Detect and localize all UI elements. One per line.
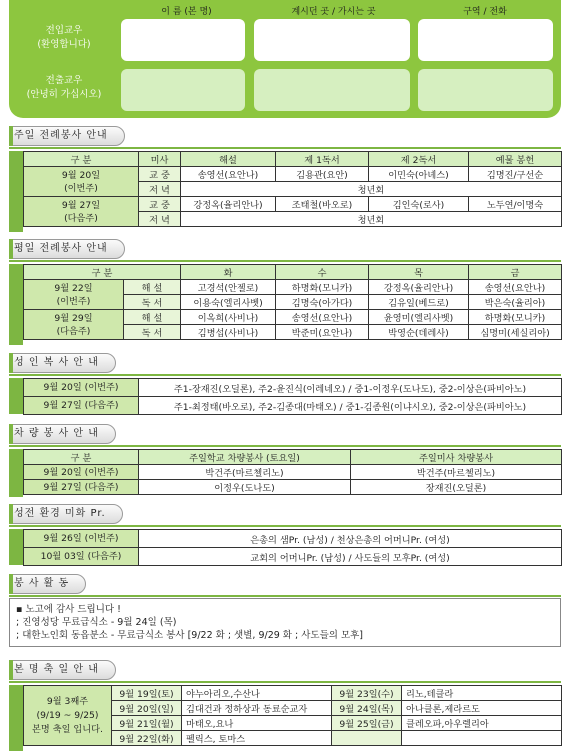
transfer-in-name-field[interactable]	[121, 19, 245, 61]
table-row: 독 서 김병섭(사비나) 박준미(요안나) 박영순(데레사) 심명미(세실리아)	[24, 325, 562, 340]
table-header-row: 구 분 미사 해설 제 1독서 제 2독서 예물 봉헌	[24, 152, 562, 167]
week-date-cell: 9월 29일 (다음주)	[24, 310, 124, 340]
table-row: 9월 27일 (다음주) 이정우(도나도) 장재진(오딜론)	[24, 480, 562, 495]
activity-note	[9, 598, 561, 647]
environment-table	[23, 529, 562, 566]
divider	[9, 595, 561, 597]
divider	[9, 525, 561, 527]
transfer-in-district-field[interactable]	[418, 19, 553, 61]
divider	[9, 445, 561, 447]
section-title-sunday: 주일 전례봉사 안내	[9, 126, 125, 146]
activity-line: ; 대한노인회 동읍분소 - 무료급식소 봉사 [9/22 화 ; 샛별, 9/29 화 ; 사도들의 모후]	[16, 630, 364, 641]
table-row: 9월 29일 (다음주) 해 설 이옥희(사비나) 송영선(요안나) 윤영미(엘리사벳) 하명화(모니카)	[24, 310, 562, 325]
table-row: 9월 27일 (다음주) 주1-최정태(바오로), 주2-김종대(마태오) / 중1-김종원(이냐시오), 중2-이상은(파비아노)	[24, 397, 562, 415]
table-row: 9월 20일 (이번주) 주1-장재진(오딜론), 주2-윤진식(이레네오) / 중1-이정우(도나도), 중2-이상은(파비아노)	[24, 379, 562, 397]
section-bar	[9, 264, 23, 345]
section-title-weekday: 평일 전례봉사 안내	[9, 239, 125, 259]
divider	[9, 681, 561, 683]
vehicle-table	[23, 449, 562, 495]
transfer-out-district-field[interactable]	[418, 69, 553, 111]
altar-table	[23, 378, 562, 415]
section-bar	[9, 685, 23, 751]
section-bar	[9, 529, 23, 565]
transfer-in-label: 전입교우 (환영합니다)	[37, 25, 91, 50]
activity-line: ▪ 노고에 감사 드립니다 !	[16, 604, 121, 615]
sunday-table	[23, 151, 562, 227]
table-row: 독 서 이용숙(엘리사벳) 김명숙(아가다) 김유일(베드로) 박은숙(율리아)	[24, 295, 562, 310]
table-row: 9월 3째주 (9/19 ~ 9/25) 본명 축일 입니다. 9월 19일(토) 야누아리오,수산나 9월 23일(수) 리노,테클라	[24, 686, 562, 701]
section-title-environment: 성전 환경 미화 Pr.	[9, 504, 123, 524]
table-row: 9월 22일 (이번주) 해 설 고경석(안젤로) 하명화(모니카) 강정옥(율리안나) 송영선(요안나)	[24, 280, 562, 295]
table-row: 9월 27일 (다음주) 교 중 강정옥(율리안나) 조태철(바오로) 김인숙(로사) 노두연/이명숙	[24, 197, 562, 212]
table-row: 9월 21일(월) 마태오,요나 9월 25일(금) 클레오파,아우렐리아	[24, 716, 562, 731]
week-date-cell: 9월 22일 (이번주)	[24, 280, 124, 310]
section-title-vehicle: 차 량 봉 사 안 내	[9, 424, 116, 444]
transfer-in-place-field[interactable]	[254, 19, 410, 61]
divider	[9, 147, 561, 149]
transfer-out-name-field[interactable]	[121, 69, 245, 111]
table-row: 10월 03일 (다음주) 교회의 어머니Pr. (남성) / 사도들의 모후Pr. (여성)	[24, 548, 562, 566]
transfer-panel	[9, 0, 561, 118]
table-row: 9월 22일(화) 펠릭스, 토마스	[24, 731, 562, 746]
table-row: 저 녁 청년회	[24, 182, 562, 197]
section-title-feast: 본 명 축 일 안 내	[9, 660, 116, 680]
divider	[9, 260, 561, 262]
table-row: 9월 20일(일) 김대건과 정하상과 동료순교자 9월 24일(목) 아나클론,제라르도	[24, 701, 562, 716]
week-date-cell: 9월 27일 (다음주)	[24, 197, 139, 227]
activity-line: ; 진영성당 무료급식소 - 9월 24일 (목)	[16, 617, 177, 628]
col-header-district: 구역 / 전화	[463, 7, 507, 17]
transfer-out-label: 전출교우 (안녕히 가십시오)	[26, 75, 102, 100]
feast-table	[23, 685, 562, 746]
table-header-row: 구 분 화 수 목 금	[24, 265, 562, 280]
table-row: 9월 20일 (이번주) 박건주(마르첼리노) 박건주(마르첼리노)	[24, 465, 562, 480]
col-header-name: 이 름 (본 명)	[161, 7, 212, 17]
section-title-activity: 봉 사 활 동	[9, 574, 86, 594]
table-row: 9월 20일 (이번주) 교 중 송영선(요안나) 김용관(요안) 이민숙(아녜스) 김명진/구선순	[24, 167, 562, 182]
section-title-altar: 성 인 복 사 안 내	[9, 353, 116, 373]
section-bar	[9, 151, 23, 232]
col-header-place: 계시던 곳 / 가시는 곳	[291, 7, 376, 17]
table-row: 9월 26일 (이번주) 은총의 샘Pr. (남성) / 천상은총의 어머니Pr. (여성)	[24, 530, 562, 548]
table-header-row: 구 분 주일학교 차량봉사 (토요일) 주일미사 차량봉사	[24, 450, 562, 465]
feast-week-cell: 9월 3째주 (9/19 ~ 9/25) 본명 축일 입니다.	[24, 686, 112, 746]
week-date-cell: 9월 20일 (이번주)	[24, 167, 139, 197]
section-bar	[9, 449, 23, 497]
section-bar	[9, 378, 23, 414]
weekday-table	[23, 264, 562, 340]
transfer-out-place-field[interactable]	[254, 69, 410, 111]
divider	[9, 374, 561, 376]
table-row: 저 녁 청년회	[24, 212, 562, 227]
